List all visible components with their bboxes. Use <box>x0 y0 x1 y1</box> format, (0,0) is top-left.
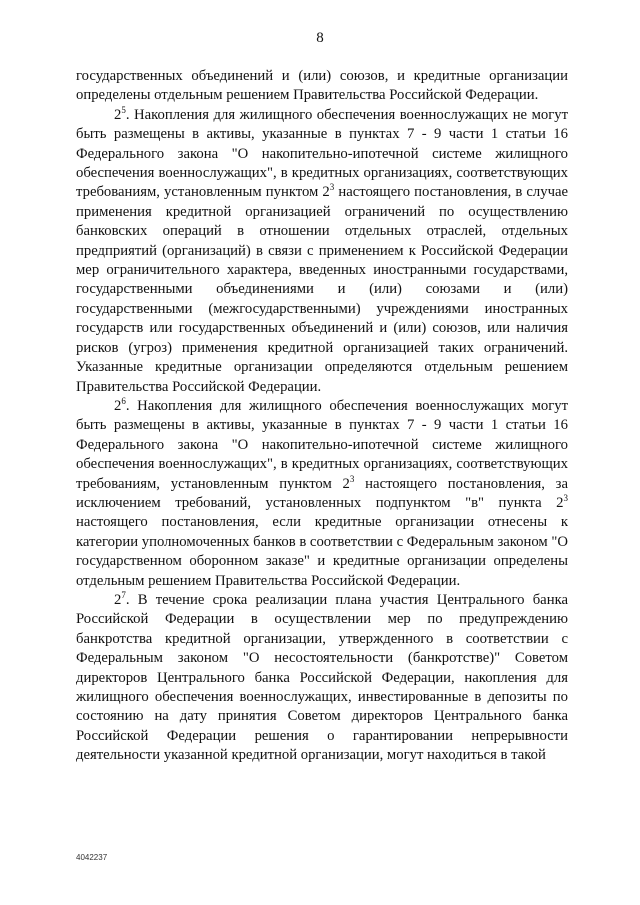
paragraph-2-5 <box>76 106 568 397</box>
paragraph-text: . В течение срока реализации плана участия Центрального банка Российской Федерации в осуществлении мер по предупреждению банкротства кредитной организации, утвержденного в соответствии с Федеральным законом "О несостоятельности (банкротстве)" Советом директоров Центрального банка Российской Федерации, накопления для жилищного обеспечения военнослужащих, инвестированные в депозиты по состоянию на дату принятия Советом директоров Центрального банка Российской Федерации решения о гарантировании непрерывности деятельности указанной кредитной организации, могут находиться в такой <box>76 591 568 764</box>
reference-superscript: 3 <box>349 473 355 484</box>
paragraph-text: настоящего постановления, в случае применения кредитной организацией ограничений по осуществлению банковских операций в отношении отдельных отраслей, отдельных предприятий (организаций) в связи с применением к Российской Федерации мер ограничительного характера, введенных иностранными государствами, государственными объединениями и (или) союзами и (или) государственными (межгосударственными) учреждениями иностранных государств или государственных объединений и (или) союзов, или наличия рисков (угроз) применения кредитной организацией таких ограничений. Указанные кредитные организации определяются отдельным решением Правительства Российской Федерации. <box>76 184 568 395</box>
paragraph-text: государственных объединений и (или) союзов, и кредитные организации определены отдельным решением Правительства Российской Федерации. <box>76 68 568 104</box>
document-id: 4042237 <box>76 853 108 862</box>
paragraph-text: . Накопления для жилищного обеспечения военнослужащих могут быть размещены в активы, указанные в пунктах 7 - 9 части 1 статьи 16 Федерального закона "О накопительно-ипотечной системе жилищного обеспечения военнослужащих", в кредитных организациях, соответствующих требованиям, установленным пунктом 2 <box>76 397 568 492</box>
paragraph-number: $2^5$ <box>114 104 126 123</box>
paragraph-continuation <box>76 67 568 106</box>
reference-superscript: 3 <box>329 182 335 193</box>
paragraph-number: $2^6$ <box>114 395 126 414</box>
paragraph-text: настоящего постановления, за исключением требований, установленных подпунктом "в" пункта 2 <box>76 475 568 511</box>
page-number: 8 <box>316 30 324 46</box>
reference-superscript: 3 <box>563 492 568 503</box>
paragraph-text: . Накопления для жилищного обеспечения военнослужащих не могут быть размещены в активы, указанные в пунктах 7 - 9 части 1 статьи 16 Федерального закона "О накопительно-ипотечной системе жилищного обеспечения военнослужащих", в кредитных организациях, соответствующих требованиям, установленным пунктом 2 <box>76 106 568 201</box>
document-body <box>76 67 568 766</box>
paragraph-text: настоящего постановления, если кредитные организации отнесены к категории уполномоченных банков в соответствии с Федеральным законом "О государственном оборонном заказе" и кредитные организации определены отдельным решением Правительства Российской Федерации. <box>76 514 568 589</box>
paragraph-number: $2^7$ <box>114 589 126 608</box>
paragraph-2-7 <box>76 591 568 766</box>
paragraph-2-6 <box>76 397 568 591</box>
